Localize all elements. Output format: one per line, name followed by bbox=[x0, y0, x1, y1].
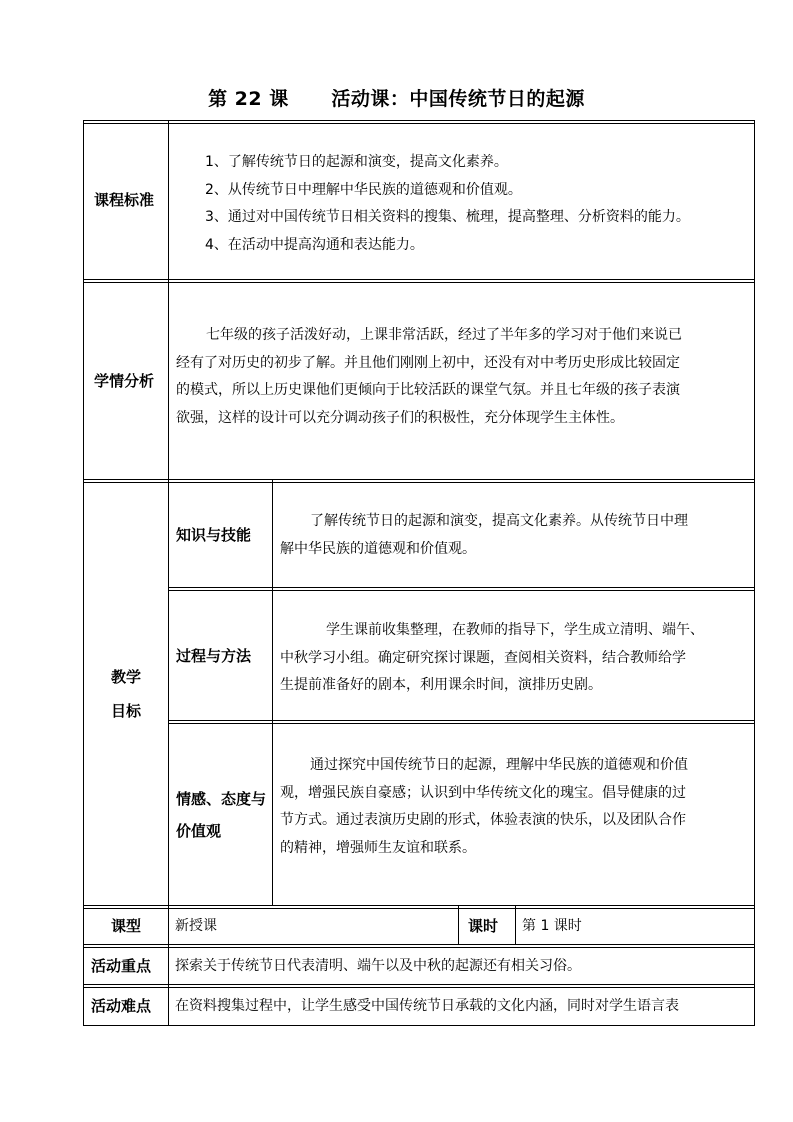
table-divider bbox=[168, 720, 755, 721]
table-divider bbox=[83, 282, 755, 283]
emotion-content bbox=[280, 752, 688, 862]
emotion-line: 通过探究中国传统节日的起源，理解中华民族的道德观和价值 bbox=[310, 757, 688, 773]
difficulty-value: 在资料搜集过程中，让学生感受中国传统节日承载的文化内涵，同时对学生语言表 bbox=[175, 998, 679, 1014]
table-column-divider bbox=[458, 906, 459, 945]
standard-item: 2、从传统节日中理解中华民族的道德观和价值观。 bbox=[205, 181, 522, 198]
emotion-line: 观，增强民族自豪感；认识到中华传统文化的瑰宝。倡导健康的过 bbox=[280, 784, 686, 801]
difficulty-label: 活动难点 bbox=[91, 997, 152, 1015]
emotion-label-line2: 价值观 bbox=[176, 822, 222, 840]
knowledge-content bbox=[280, 508, 688, 563]
focus-value: 探索关于传统节日代表清明、端午以及中秋的起源还有相关习俗。 bbox=[175, 958, 581, 974]
knowledge-line: 解中华民族的道德观和价值观。 bbox=[280, 540, 476, 557]
process-line: 生提前准备好的剧本，利用课余时间，演排历史剧。 bbox=[280, 677, 602, 693]
analysis-content bbox=[176, 322, 682, 432]
table-divider bbox=[83, 944, 755, 945]
standard-item: 4、在活动中提高沟通和表达能力。 bbox=[205, 236, 424, 253]
type-value: 新授课 bbox=[175, 918, 217, 934]
table-border-top bbox=[83, 120, 755, 121]
goals-label-line1: 教学 bbox=[111, 668, 142, 686]
table-divider bbox=[168, 590, 755, 591]
table-divider bbox=[83, 479, 755, 480]
hours-label: 课时 bbox=[468, 917, 499, 935]
table-divider bbox=[168, 723, 755, 724]
process-line: 中秋学习小组。确定研究探讨课题，查阅相关资料，结合教师给学 bbox=[280, 649, 686, 666]
standard-label: 课程标准 bbox=[94, 191, 155, 209]
process-content bbox=[280, 617, 704, 700]
table-divider bbox=[168, 587, 755, 588]
analysis-line: 欲强，这样的设计可以充分调动孩子们的积极性，充分体现学生主体性。 bbox=[176, 409, 624, 426]
table-divider bbox=[83, 987, 755, 988]
knowledge-line: 了解传统节日的起源和演变，提高文化素养。从传统节日中理 bbox=[310, 513, 688, 529]
standard-item: 3、通过对中国传统节日相关资料的搜集、梳理，提高整理、分析资料的能力。 bbox=[205, 209, 690, 225]
table-column-divider bbox=[515, 906, 516, 945]
type-label: 课型 bbox=[111, 917, 142, 935]
table-divider bbox=[83, 984, 755, 985]
standard-item: 1、了解传统节日的起源和演变，提高文化素养。 bbox=[205, 154, 508, 170]
table-divider bbox=[83, 123, 755, 124]
table-divider bbox=[83, 905, 755, 906]
table-divider bbox=[83, 947, 755, 948]
table-divider bbox=[83, 482, 755, 483]
emotion-line: 的精神，增强师生友谊和联系。 bbox=[280, 839, 476, 856]
table-divider bbox=[83, 908, 755, 909]
table-divider bbox=[83, 279, 755, 280]
page-title: 第 22 课 活动课：中国传统节日的起源 bbox=[208, 88, 585, 110]
table-column-divider bbox=[168, 120, 169, 1026]
analysis-line: 七年级的孩子活泼好动，上课非常活跃，经过了半年多的学习对于他们来说已 bbox=[206, 327, 682, 343]
emotion-label-line1: 情感、态度与 bbox=[176, 790, 267, 808]
table-border-bottom bbox=[83, 1025, 755, 1026]
table-column-divider bbox=[272, 480, 273, 906]
hours-value: 第 1 课时 bbox=[522, 918, 582, 934]
analysis-line: 经有了对历史的初步了解。并且他们刚刚上初中，还没有对中考历史形成比较固定 bbox=[176, 354, 680, 371]
analysis-line: 的模式，所以上历史课他们更倾向于比较活跃的课堂气氛。并且七年级的孩子表演 bbox=[176, 382, 680, 398]
emotion-line: 节方式。通过表演历史剧的形式，体验表演的快乐，以及团队合作 bbox=[280, 812, 686, 828]
standard-content bbox=[205, 149, 690, 259]
analysis-label: 学情分析 bbox=[94, 372, 155, 390]
focus-label: 活动重点 bbox=[91, 957, 152, 975]
goals-label-line2: 目标 bbox=[111, 702, 142, 720]
table-border-left bbox=[83, 120, 84, 1026]
table-border-right bbox=[754, 120, 755, 1026]
process-label: 过程与方法 bbox=[176, 647, 252, 665]
process-line: 学生课前收集整理，在教师的指导下，学生成立清明、端午、 bbox=[326, 622, 704, 638]
knowledge-label: 知识与技能 bbox=[176, 526, 252, 544]
